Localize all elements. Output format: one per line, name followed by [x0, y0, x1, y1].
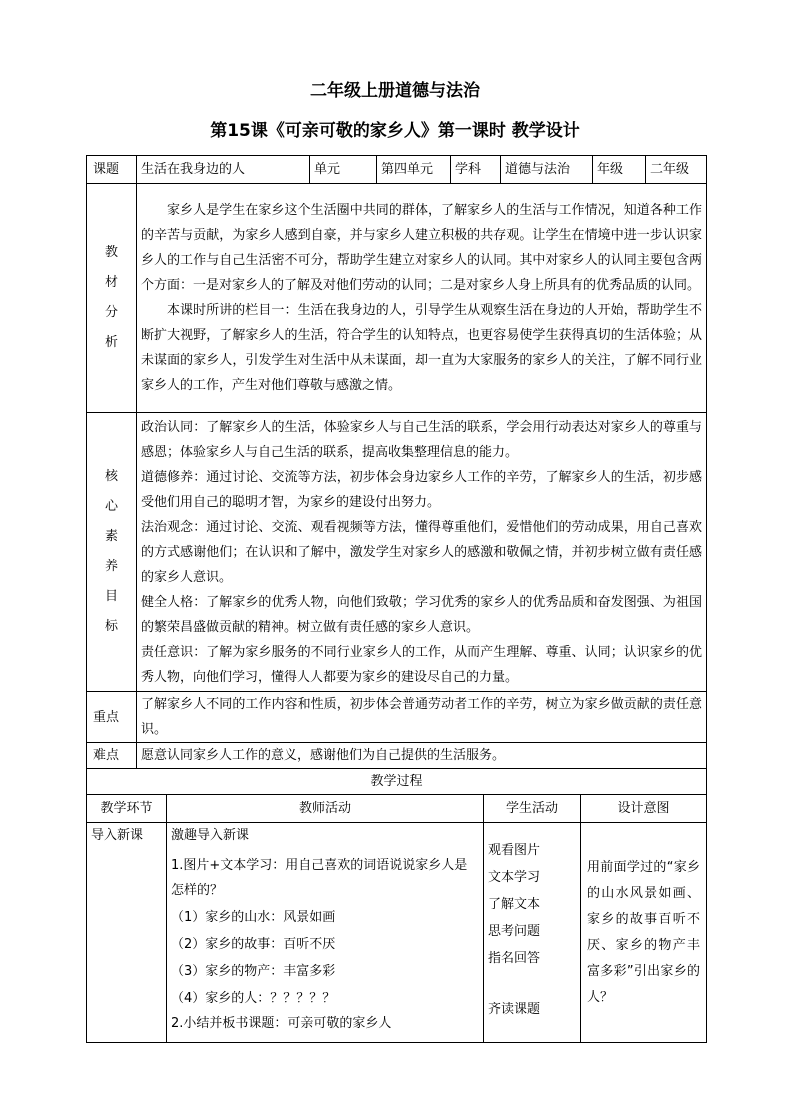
- difficult-point-row: [87, 743, 707, 769]
- header-intent: 设计意图: [581, 795, 707, 823]
- process-row: [87, 823, 707, 1043]
- student-line: 文本学习: [488, 870, 541, 885]
- teacher-line: （1）家乡的山水：风景如画: [171, 910, 336, 925]
- header-student: 学生活动: [484, 795, 581, 823]
- analysis-paragraph-1: 家乡人是学生在家乡这个生活圈中共同的群体，了解家乡人的生活与工作情况，知道各种工作的辛苦与贡献，为家乡人感到自豪，并与家乡人建立积极的共存观。让学生在情境中进一步认识家乡人的工作与自己生活密不可分，帮助学生建立对家乡人的认同。其中对家乡人的认同主要包含两个方面：一是对家乡人的了解及对他们劳动的认同；二是对家乡人身上所具有的优秀品质的认同。: [141, 203, 702, 293]
- literacy-item: 健全人格：了解家乡的优秀人物，向他们致敬；学习优秀的家乡人的优秀品质和奋发图强、为祖国的繁荣昌盛做贡献的精神。树立做有责任感的家乡人意识。: [141, 594, 702, 635]
- design-intent: 用前面学过的“家乡的山水风景如画、家乡的故事百听不厌、家乡的物产丰富多彩”引出家乡的人？: [581, 823, 707, 1043]
- process-title: 教学过程: [87, 769, 707, 795]
- lesson-info-table: [86, 155, 707, 769]
- student-line: 了解文本: [488, 897, 541, 912]
- teacher-line: 1.图片+文本学习：用自己喜欢的词语说说家乡人是怎样的？: [171, 858, 468, 898]
- analysis-paragraph-2: 本课时所讲的栏目一：生活在我身边的人，引导学生从观察生活在身边的人开始，帮助学生不断扩大视野，了解家乡人的生活，符合学生的认知特点，也更容易使学生获得真切的生活体验；从未谋面的家乡人，引发学生对生活中从未谋面，却一直为大家服务的家乡人的关注，了解不同行业家乡人的工作，产生对他们尊敬与感激之情。: [141, 303, 702, 393]
- literacy-item: 道德修养：通过讨论、交流等方法，初步体会身边家乡人工作的辛劳，了解家乡人的生活，初步感受他们用自己的聪明才智，为家乡的建设付出努力。: [141, 469, 702, 510]
- header-teacher: 教师活动: [167, 795, 484, 823]
- unit-value: 第四单元: [377, 156, 451, 184]
- teacher-line: （4）家乡的人：？？？？？: [171, 991, 336, 1006]
- subject-label: 学科: [451, 156, 501, 184]
- topic-value: 生活在我身边的人: [137, 156, 310, 184]
- analysis-content: [137, 184, 707, 413]
- teacher-activity: [167, 823, 484, 1043]
- stage-cell: 导入新课: [87, 823, 167, 1043]
- literacy-item: 法治观念：通过讨论、交流、观看视频等方法，懂得尊重他们，爱惜他们的劳动成果，用自己喜欢的方式感谢他们；在认识和了解中，激发学生对家乡人的感激和敬佩之情，并初步树立做有责任感的家乡人意识。: [141, 519, 702, 585]
- student-line: 齐读课题: [488, 1002, 541, 1017]
- literacy-label-1: 核心: [104, 469, 130, 514]
- student-line: 思考问题: [488, 924, 541, 939]
- student-line: 观看图片: [488, 843, 541, 858]
- analysis-label-2: 分析: [104, 305, 130, 350]
- student-line: 指名回答: [488, 951, 541, 966]
- key-point-value: 了解家乡人不同的工作内容和性质，初步体会普通劳动者工作的辛劳，树立为家乡做贡献的责任意识。: [137, 692, 707, 743]
- student-activity: [484, 823, 581, 1043]
- process-title-row: [87, 769, 707, 795]
- teacher-line: （2）家乡的故事：百听不厌: [171, 937, 336, 952]
- difficult-point-value: 愿意认同家乡人工作的意义，感谢他们为自己提供的生活服务。: [137, 743, 707, 769]
- teacher-line: 激趣导入新课: [171, 828, 250, 843]
- literacy-item: 责任意识：了解为家乡服务的不同行业家乡人的工作，从而产生理解、尊重、认同；认识家乡的优秀人物，向他们学习，懂得人人都要为家乡的建设尽自己的力量。: [141, 644, 702, 685]
- literacy-label: [87, 413, 137, 692]
- info-row: [87, 156, 707, 184]
- literacy-item: 政治认同：了解家乡人的生活，体验家乡人与自己生活的联系，学会用行动表达对家乡人的尊重与感恩；体验家乡人与自己生活的联系，提高收集整理信息的能力。: [141, 419, 702, 460]
- analysis-label-1: 教材: [104, 245, 130, 290]
- subject-value: 道德与法治: [501, 156, 593, 184]
- lesson-title: 第15课《可亲可敬的家乡人》第一课时 教学设计: [210, 121, 580, 141]
- literacy-row: [87, 413, 707, 692]
- literacy-label-2: 素养: [104, 529, 130, 574]
- key-point-label: 重点: [87, 692, 137, 743]
- analysis-row: [87, 184, 707, 413]
- literacy-label-3: 目标: [104, 589, 130, 634]
- literacy-content: [137, 413, 707, 692]
- grade-label: 年级: [593, 156, 646, 184]
- key-point-row: [87, 692, 707, 743]
- teacher-line: （3）家乡的物产：丰富多彩: [171, 964, 336, 979]
- process-header-row: [87, 795, 707, 823]
- grade-title: 二年级上册道德与法治: [310, 81, 480, 101]
- analysis-label: [87, 184, 137, 413]
- topic-label: 课题: [87, 156, 137, 184]
- unit-label: 单元: [310, 156, 377, 184]
- header-stage: 教学环节: [87, 795, 167, 823]
- grade-value: 二年级: [646, 156, 707, 184]
- teacher-line: 2.小结并板书课题：可亲可敬的家乡人: [171, 1016, 392, 1031]
- difficult-point-label: 难点: [87, 743, 137, 769]
- process-table: [86, 768, 707, 1043]
